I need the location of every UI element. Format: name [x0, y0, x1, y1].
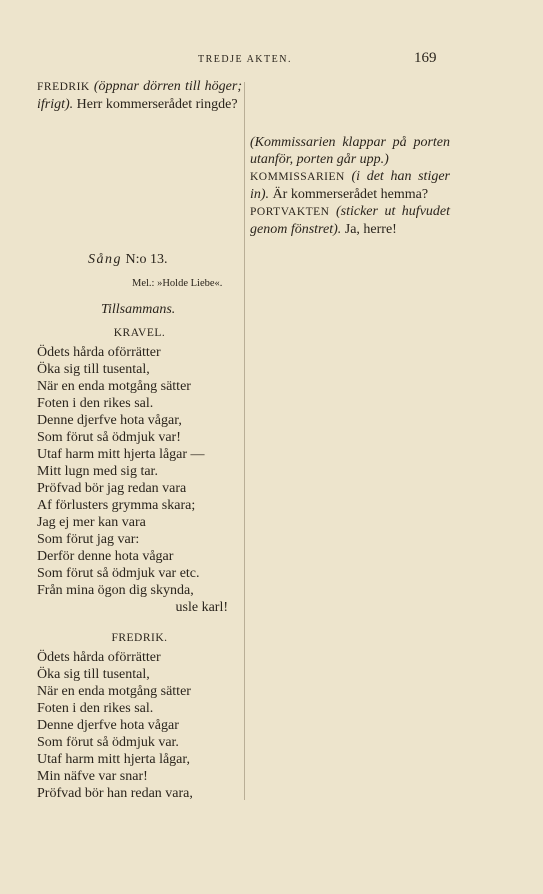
- verse-line: Pröfvad bör han redan vara,: [37, 786, 193, 801]
- speech-text: Är kommerserådet hemma?: [272, 187, 429, 202]
- right-column: [250, 134, 450, 238]
- together-direction: Tillsammans.: [101, 302, 176, 317]
- verse-line: När en enda motgång sätter: [37, 379, 191, 394]
- verse-line: När en enda motgång sätter: [37, 684, 191, 699]
- verse-line: Jag ej mer kan vara: [37, 515, 146, 530]
- verse-line: Denne djerfve hota vågar,: [37, 413, 182, 428]
- stage-direction: (sticker ut hufvudet genom fönstret).: [250, 204, 451, 237]
- verse-line: Denne djerfve hota vågar: [37, 718, 179, 733]
- verse-line: Foten i den rikes sal.: [37, 396, 154, 411]
- speaker-name: PORTVAKTEN: [250, 206, 330, 218]
- fredrik-verse: [37, 632, 242, 802]
- verse-line: Utaf harm mitt hjerta lågar —: [37, 447, 205, 462]
- melody-note: Mel.: »Holde Liebe«.: [132, 278, 223, 289]
- kravel-verse: [37, 327, 242, 616]
- fredrik-speech: [37, 78, 242, 113]
- song-title-word: Sång: [88, 252, 122, 267]
- speech-text: Herr kommerserådet ringde?: [76, 97, 238, 112]
- speaker-name: FREDRIK.: [111, 632, 168, 644]
- verse-line: Mitt lugn med sig tar.: [37, 464, 158, 479]
- speech-text: Ja, herre!: [344, 222, 397, 237]
- verse-line: Öka sig till tusental,: [37, 362, 150, 377]
- verse-line: Ödets hårda oförrätter: [37, 650, 161, 665]
- speaker-name: FREDRIK: [37, 81, 90, 93]
- verse-line: Min näfve var snar!: [37, 769, 148, 784]
- stage-direction: (i det han stiger in).: [250, 169, 450, 202]
- verse-line: Från mina ögon dig skynda,: [37, 583, 194, 598]
- verse-line: Som förut jag var:: [37, 532, 140, 547]
- column-divider: [244, 82, 245, 800]
- verse-line: Pröfvad bör jag redan vara: [37, 481, 187, 496]
- verse-line: Derför denne hota vågar: [37, 549, 174, 564]
- song-title: [88, 252, 168, 268]
- verse-line: Öka sig till tusental,: [37, 667, 150, 682]
- verse-line: Ödets hårda oförrätter: [37, 345, 161, 360]
- verse-line: Som förut så ödmjuk var.: [37, 735, 179, 750]
- verse-line: Foten i den rikes sal.: [37, 701, 154, 716]
- song-number: N:o 13.: [125, 252, 168, 267]
- verse-line: Utaf harm mitt hjerta lågar,: [37, 752, 190, 767]
- kommissarien-speech: [250, 168, 450, 203]
- speaker-name: KOMMISSARIEN: [250, 171, 345, 183]
- running-head: TREDJE AKTEN.: [198, 54, 292, 65]
- verse-line: usle karl!: [175, 600, 228, 615]
- speaker-name: KRAVEL.: [113, 327, 166, 339]
- verse-line: Af förlusters grymma skara;: [37, 498, 196, 513]
- page-number: 169: [414, 50, 437, 66]
- stage-direction: (öppnar dörren till höger; ifrigt).: [37, 79, 243, 112]
- portvakten-speech: [250, 203, 450, 238]
- page-header: [0, 50, 543, 70]
- verse-line: Som förut så ödmjuk var!: [37, 430, 181, 445]
- verse-line: Som förut så ödmjuk var etc.: [37, 566, 200, 581]
- stage-direction: (Kommissarien klappar på porten utanför, porten går upp.): [250, 135, 450, 167]
